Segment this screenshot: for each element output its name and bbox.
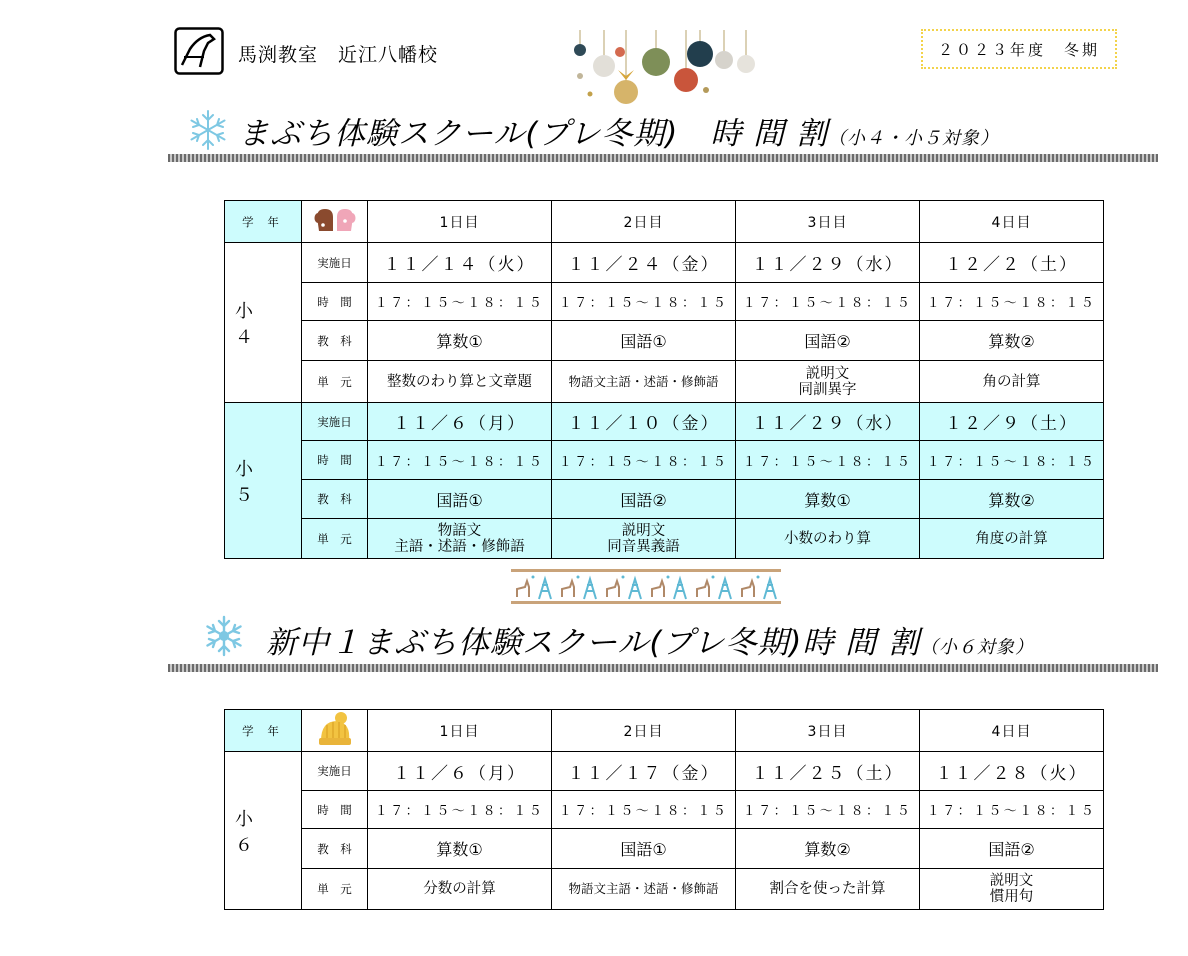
day-header: 1日目 xyxy=(368,201,552,243)
row-label: 実施日 xyxy=(302,243,368,283)
day-header: 3日目 xyxy=(736,710,920,752)
schedule-table-grade6 xyxy=(224,709,1104,910)
subject-cell: 国語② xyxy=(920,829,1104,869)
date-cell: １１／２９（水） xyxy=(736,243,920,283)
school-name: 馬渕教室 近江八幡校 xyxy=(238,44,439,66)
unit-cell: 角度の計算 xyxy=(920,519,1104,559)
unit-cell: 整数のわり算と文章題 xyxy=(368,361,552,403)
date-cell: １１／１０（金） xyxy=(552,403,736,441)
table-header-row xyxy=(225,710,1104,752)
table-row xyxy=(225,791,1104,829)
table-header-row xyxy=(225,201,1104,243)
day-header: 2日目 xyxy=(552,710,736,752)
section2-subtitle: （小６対象） xyxy=(920,637,1035,658)
date-cell: １１／２９（水） xyxy=(736,403,920,441)
unit-cell: 物語文主語・述語・修飾語 xyxy=(552,361,736,403)
table-row xyxy=(225,321,1104,361)
section2-title-text: 新中１まぶち体験スクール(プレ冬期)時 間 割 xyxy=(266,625,921,661)
time-cell: １７：１５～１８：１５ xyxy=(368,283,552,321)
table-row xyxy=(225,403,1104,441)
row-label: 単 元 xyxy=(302,869,368,910)
snowflake-icon xyxy=(202,614,246,658)
subject-cell: 算数② xyxy=(920,480,1104,519)
unit-cell: 角の計算 xyxy=(920,361,1104,403)
unit-cell: 小数のわり算 xyxy=(736,519,920,559)
date-cell: １１／２８（火） xyxy=(920,752,1104,791)
row-label: 単 元 xyxy=(302,361,368,403)
row-label: 時 間 xyxy=(302,441,368,480)
grade-label: 小 ４ xyxy=(225,243,302,403)
row-label: 単 元 xyxy=(302,519,368,559)
date-cell: １２／２（土） xyxy=(920,243,1104,283)
unit-cell: 割合を使った計算 xyxy=(736,869,920,910)
subject-cell: 算数① xyxy=(736,480,920,519)
subject-cell: 国語② xyxy=(736,321,920,361)
grade-label: 小 ５ xyxy=(225,403,302,559)
grade-header: 学 年 xyxy=(225,201,302,243)
subject-cell: 国語① xyxy=(552,829,736,869)
time-cell: １７：１５～１８：１５ xyxy=(368,791,552,829)
section1-subtitle: （小４・小５対象） xyxy=(828,128,1000,149)
day-header: 2日目 xyxy=(552,201,736,243)
snowflake-icon xyxy=(186,108,230,152)
subject-cell: 算数② xyxy=(736,829,920,869)
row-label: 時 間 xyxy=(302,791,368,829)
date-cell: １１／６（月） xyxy=(368,752,552,791)
mittens-icon xyxy=(302,201,368,243)
row-label: 教 科 xyxy=(302,829,368,869)
day-header: 4日目 xyxy=(920,201,1104,243)
row-label: 時 間 xyxy=(302,283,368,321)
table-row xyxy=(225,519,1104,559)
row-label: 教 科 xyxy=(302,480,368,519)
subject-cell: 算数② xyxy=(920,321,1104,361)
table-row xyxy=(225,243,1104,283)
time-cell: １７：１５～１８：１５ xyxy=(368,441,552,480)
subject-cell: 算数① xyxy=(368,321,552,361)
date-cell: １１／１４（火） xyxy=(368,243,552,283)
time-cell: １７：１５～１８：１５ xyxy=(736,791,920,829)
school-logo-icon xyxy=(174,27,224,75)
row-label: 教 科 xyxy=(302,321,368,361)
time-cell: １７：１５～１８：１５ xyxy=(920,791,1104,829)
section2-divider xyxy=(168,664,1158,672)
grade-header: 学 年 xyxy=(225,710,302,752)
row-label: 実施日 xyxy=(302,752,368,791)
section1-title-text: まぶち体験スクール(プレ冬期) 時 間 割 xyxy=(238,116,829,152)
subject-cell: 国語① xyxy=(552,321,736,361)
term-label: ２０２３年度 冬期 xyxy=(921,29,1117,69)
date-cell: １２／９（土） xyxy=(920,403,1104,441)
unit-cell: 物語文 主語・述語・修飾語 xyxy=(368,519,552,559)
row-label: 実施日 xyxy=(302,403,368,441)
unit-cell: 説明文 同音異義語 xyxy=(552,519,736,559)
time-cell: １７：１５～１８：１５ xyxy=(552,791,736,829)
unit-cell: 分数の計算 xyxy=(368,869,552,910)
day-header: 1日目 xyxy=(368,710,552,752)
section1-divider xyxy=(168,154,1158,162)
unit-cell: 物語文主語・述語・修飾語 xyxy=(552,869,736,910)
time-cell: １７：１５～１８：１５ xyxy=(920,283,1104,321)
date-cell: １１／２５（土） xyxy=(736,752,920,791)
time-cell: １７：１５～１８：１５ xyxy=(552,283,736,321)
table-row xyxy=(225,441,1104,480)
table-row xyxy=(225,283,1104,321)
knit-hat-icon xyxy=(302,710,368,752)
subject-cell: 国語① xyxy=(368,480,552,519)
date-cell: １１／２４（金） xyxy=(552,243,736,283)
table-row xyxy=(225,869,1104,910)
table-row xyxy=(225,752,1104,791)
table-row xyxy=(225,480,1104,519)
subject-cell: 国語② xyxy=(552,480,736,519)
date-cell: １１／１７（金） xyxy=(552,752,736,791)
table-row xyxy=(225,829,1104,869)
christmas-ornaments-icon xyxy=(560,30,760,106)
unit-cell: 説明文 同訓異字 xyxy=(736,361,920,403)
reindeer-pattern-icon xyxy=(511,569,781,604)
time-cell: １７：１５～１８：１５ xyxy=(552,441,736,480)
subject-cell: 算数① xyxy=(368,829,552,869)
schedule-table-grade4-5 xyxy=(224,200,1104,559)
table-row xyxy=(225,361,1104,403)
unit-cell: 説明文 慣用句 xyxy=(920,869,1104,910)
section2-title xyxy=(266,617,1034,662)
section1-title xyxy=(238,108,999,153)
day-header: 4日目 xyxy=(920,710,1104,752)
day-header: 3日目 xyxy=(736,201,920,243)
grade-label: 小 ６ xyxy=(225,752,302,910)
time-cell: １７：１５～１８：１５ xyxy=(736,283,920,321)
time-cell: １７：１５～１８：１５ xyxy=(736,441,920,480)
date-cell: １１／６（月） xyxy=(368,403,552,441)
time-cell: １７：１５～１８：１５ xyxy=(920,441,1104,480)
